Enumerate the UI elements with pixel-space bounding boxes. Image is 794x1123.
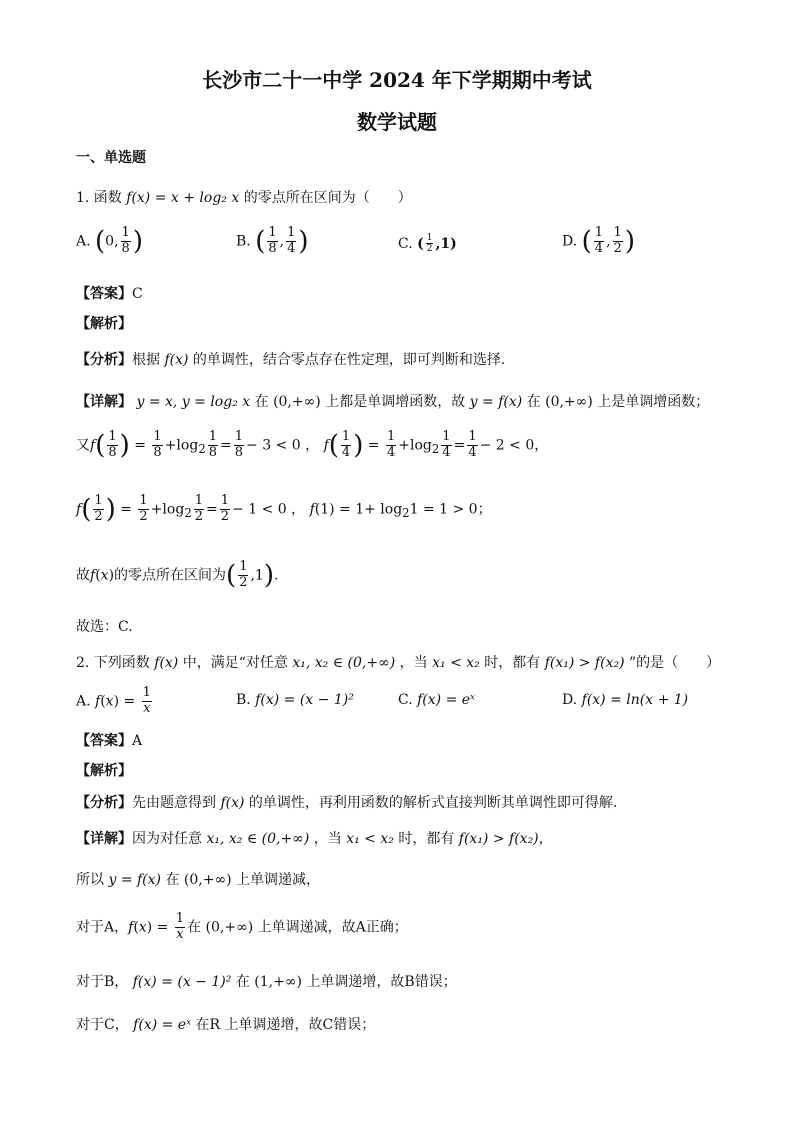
q1-detail-tag: 【详解】 [76, 394, 132, 410]
q1-answer [76, 283, 143, 303]
q1-option-d-label: D. [562, 233, 578, 250]
q2-answer-value: A [132, 733, 143, 749]
q1-conclusion-mid: 的零点所在区间为 [114, 567, 227, 584]
q1-detail-text-1: 在 [254, 394, 269, 410]
q1-choose: 故选：C. [76, 619, 133, 635]
q2-analysis-tag: 【解析】 [76, 763, 132, 779]
q2-detail [76, 828, 553, 848]
q2-answer [76, 730, 142, 750]
q2-so-expr: y = f(x) [108, 872, 161, 888]
q1-answer-value: C [132, 286, 143, 302]
q2-case-b-mid: 在 [235, 974, 250, 990]
q2-fenxi-tag: 【分析】 [76, 795, 132, 811]
q1-option-c-label: C. [398, 235, 413, 252]
q2-option-a-label: A. [76, 693, 91, 710]
q1-answer-tag: 【答案】 [76, 286, 132, 302]
q1-stem [76, 187, 412, 207]
q2-fenxi-pre: 先由题意得到 [132, 795, 216, 811]
q1-option-d: D. ( $\frac{1}{4}$ , $\frac{1}{2}$ ) [562, 225, 635, 257]
q2-detail-text-2: ，当 [313, 831, 342, 847]
q2-case-c-expr: f(x) = eˣ [133, 1017, 192, 1033]
q2-case-a-mid: 在 [187, 919, 202, 936]
q2-stem-time: 时，都有 [484, 655, 541, 671]
q2-so-mid: 在 [165, 872, 180, 888]
q2-stem-mid: 中，满足“对任意 [182, 655, 288, 671]
q2-detail-expr-3: f(x₁) > f(x₂) [458, 831, 539, 847]
section-heading: 一、单选题 [76, 150, 146, 166]
q2-option-c-expr: f(x) = eˣ [417, 692, 476, 708]
q2-case-b-post: 上单调递增，故B错误； [306, 974, 457, 990]
q1-option-a: A. (0, $\frac{1}{8}$ ) [76, 225, 143, 257]
q2-fenxi-expr: f(x) [220, 795, 245, 811]
q2-option-d-label: D. [562, 692, 578, 708]
q1-option-b: B. ( $\frac{1}{8}$ , $\frac{1}{4}$ ) [236, 225, 309, 257]
page-subtitle: 数学试题 [357, 110, 437, 134]
q1-fenxi-post: 的单调性，结合零点存在性定理，即可判断和选择. [192, 352, 506, 368]
q1-fenxi-expr: f(x) [164, 352, 189, 368]
page-title: 长沙市二十一中学 2024 年下学期期中考试 [202, 68, 592, 92]
q2-detail-tag: 【详解】 [76, 831, 132, 847]
q2-answer-tag: 【答案】 [76, 733, 132, 749]
q2-so-pre: 所以 [76, 872, 104, 888]
q1-evaluation-tail-2: ； [477, 501, 492, 518]
q1-analysis-tag: 【解析】 [76, 316, 132, 332]
q2-case-a-post: 上单调递减，故A正确； [257, 919, 408, 936]
q1-fenxi-tag: 【分析】 [76, 352, 132, 368]
q1-detail-interval-1: (0,+∞) [273, 394, 321, 410]
q2-case-b-pre: 对于B， [76, 974, 129, 990]
q2-option-b-label: B. [236, 692, 251, 708]
q1-evaluation-line-1: 又f( $\frac{1}{8}$ ) = $\frac{1}{8}$ $+\log_2$ $\frac{1}{8}$ = $\frac{1}{8}$ − 3 < 0 ， f( $\frac{1}{4}$ ) = $\frac{1}{4}$ $+\log_2$ $\frac{1}{4}$ = $\frac{1}{4}$ − 2 < 0， [76, 429, 549, 461]
q2-option-c-label: C. [398, 692, 413, 708]
q1-detail-expr-1: y = x, y = log₂ x [136, 394, 251, 410]
q2-case-b-expr: f(x) = (x − 1)² [132, 974, 232, 990]
q2-case-a-pre: 对于A， [76, 919, 129, 936]
q1-detail-expr-2: y = f(x) [469, 394, 523, 410]
q1-option-a-label: A. [76, 233, 91, 250]
q1-detail-interval-2: (0,+∞) [545, 394, 593, 410]
q1-option-b-label: B. [236, 233, 251, 250]
q2-detail-expr-1: x₁, x₂ ∈ (0,+∞) [206, 831, 310, 847]
q2-case-c-pre: 对于C， [76, 1017, 129, 1033]
q2-fenxi [76, 792, 617, 812]
q2-detail-text-3: 时，都有 [398, 831, 455, 847]
q2-so-post: 上单调递减， [236, 872, 321, 888]
q1-detail [76, 391, 709, 411]
q2-so [76, 869, 320, 889]
q1-evaluation-tail: ， [534, 437, 549, 454]
q2-fenxi-post: 的单调性，再利用函数的解析式直接判断其单调性即可得解. [248, 795, 618, 811]
q2-option-a: A. f(x) = $\frac{1}{x}$ [76, 685, 151, 716]
q2-stem-pre: 2. 下列函数 [76, 655, 150, 671]
q2-option-b-expr: f(x) = (x − 1)² [255, 692, 354, 708]
q1-fenxi [76, 349, 505, 369]
q2-option-d-expr: f(x) = ln(x + 1) [581, 692, 689, 708]
q2-option-c [398, 692, 475, 708]
q2-case-c [76, 1014, 375, 1034]
q1-stem-post: 的零点所在区间为（ ） [243, 190, 412, 206]
q1-detail-text-4: 上是单调增函数； [597, 394, 710, 410]
q2-stem-cond: x₁ < x₂ [432, 655, 480, 671]
q2-stem-when: ，当 [399, 655, 428, 671]
q1-detail-text-3: 在 [526, 394, 541, 410]
q2-case-a: 对于A，f(x) = $\frac{1}{x}$ 在 (0,+∞) 上单调递减，故A正确； [76, 911, 408, 942]
q2-option-b [236, 692, 354, 708]
q2-case-b [76, 971, 457, 991]
q1-conclusion: 故f(x)的零点所在区间为( $\frac{1}{2}$ ,1). [76, 559, 279, 591]
q1-evaluation-line-2: f( $\frac{1}{2}$ ) = $\frac{1}{2}$ $+\log_2$ $\frac{1}{2}$ = $\frac{1}{2}$ − 1 < 0 ， $f(1) = 1+ \log_21 = 1 > 0$； [76, 493, 492, 525]
q2-stem-ineq: f(x₁) > f(x₂) [544, 655, 625, 671]
q2-detail-text-1: 因为对任意 [132, 831, 202, 847]
q2-case-b-interval: (1,+∞) [254, 974, 302, 990]
q1-detail-text-2: 上都是单调增函数，故 [325, 394, 466, 410]
q2-stem-fx: f(x) [154, 655, 179, 671]
q2-detail-expr-2: x₁ < x₂ [346, 831, 394, 847]
q1-evaluation-pre: 又 [76, 437, 90, 454]
q1-stem-pre: 1. 函数 [76, 190, 122, 206]
q2-detail-text-4: ， [538, 831, 553, 847]
q1-stem-expr: f(x) = x + log₂ x [126, 190, 240, 206]
q2-so-interval: (0,+∞) [183, 872, 232, 888]
q2-option-d [562, 692, 688, 708]
q2-stem [76, 652, 720, 672]
q2-stem-x: x₁, x₂ ∈ (0,+∞) [292, 655, 396, 671]
q2-case-c-mid: 在R 上单调递增，故C错误； [195, 1017, 376, 1033]
q1-option-c: C. ( $\frac{1}{2}$ ,1) [398, 233, 457, 255]
q1-conclusion-pre: 故 [76, 567, 90, 584]
q1-fenxi-pre: 根据 [132, 352, 160, 368]
q2-stem-post: ”的是（ ） [629, 655, 721, 671]
q2-case-a-interval: (0,+∞) [205, 919, 254, 936]
